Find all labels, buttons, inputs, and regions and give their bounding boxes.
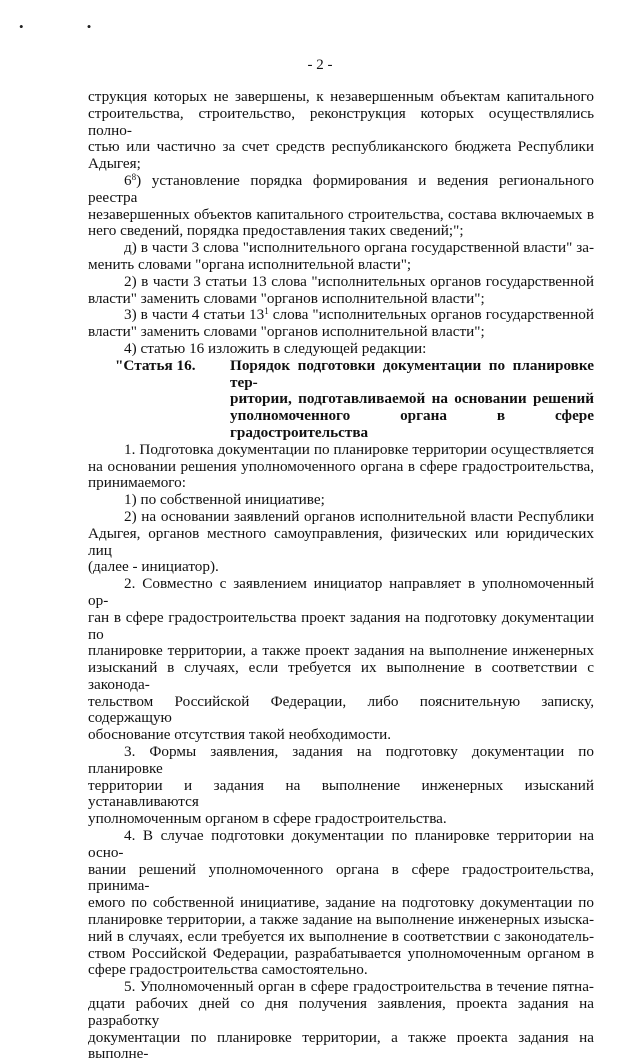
text-line: власти" заменить словами "органов исполнительной власти";: [88, 289, 485, 307]
text-line: принимаемого:: [88, 474, 186, 492]
text-line: ган в сфере градостроительства проект задания на подготовку документации по: [88, 608, 594, 643]
text-line: вании решений уполномоченного органа в сфере градостроительства, принима-: [88, 860, 594, 895]
text-line: территории и задания на выполнение инженерных изысканий устанавливаются: [88, 776, 594, 811]
text-line: незавершенных объектов капитального строительства, состава включаемых в: [88, 205, 594, 223]
text-line: $6^8$) установление порядка формирования и ведения регионального реестра: [88, 171, 594, 206]
text-line: обоснование отсутствия такой необходимости.: [88, 726, 392, 744]
superscript: 8: [131, 171, 137, 182]
article-title-line: ритории, подготавливаемой на основании решений: [230, 390, 594, 408]
text-line: ством Российской Федерации, разрабатывается уполномоченным органом в: [88, 944, 594, 962]
text-line: 5. Уполномоченный орган в сфере градостроительства в течение пятна-: [124, 978, 594, 996]
scan-marks: • •: [19, 19, 122, 34]
text-line: 1) по собственной инициативе;: [124, 491, 325, 509]
text-line: 2. Совместно с заявлением инициатор направляет в уполномоченный ор-: [88, 575, 594, 609]
text-line: изысканий в случаях, если требуется их выполнение в соответствии с законода-: [88, 659, 594, 693]
text-line: (далее - инициатор).: [88, 558, 219, 576]
text-line: 2) в части 3 статьи 13 слова "исполнительных органов государственной: [124, 272, 594, 290]
text-line: менить словами "органа исполнительной власти";: [88, 255, 412, 273]
article-number: "Статья 16.: [115, 356, 196, 374]
text-line: строительства, строительство, реконструкция которых осуществлялись полно-: [88, 104, 594, 139]
text-line: планировке территории, а также задание на выполнение инженерных изыска-: [88, 911, 594, 929]
text-line: емого по собственной инициативе, задание на подготовку документации по: [88, 894, 594, 912]
text-line: 2) на основании заявлений органов исполнительной власти Республики: [124, 507, 594, 525]
text-line: него сведений, порядка предоставления таких сведений;";: [88, 222, 464, 240]
text-line: на основании решения уполномоченного органа в сфере градостроительства,: [88, 457, 594, 475]
text-line: ний в случаях, если требуется их выполнение в соответствии с законодатель-: [88, 927, 594, 945]
text-line: Адыгея;: [88, 155, 141, 173]
document-body: [88, 89, 594, 1063]
article-title: [230, 358, 594, 442]
text-line: тельством Российской Федерации, либо пояснительную записку, содержащую: [88, 692, 594, 727]
text-line: дцати рабочих дней со дня получения заявления, проекта задания на разработку: [88, 995, 594, 1029]
page-number: - 2 -: [307, 57, 333, 73]
text-line: 3) в части 4 статьи $13^1$ слова "исполнительных органов государственной: [124, 306, 594, 324]
text-line: уполномоченным органом в сфере градостроительства.: [88, 810, 447, 828]
text-line: Адыгея, органов местного самоуправления, физических или юридических лиц: [88, 524, 594, 559]
text-line: 1. Подготовка документации по планировке территории осуществляется: [124, 440, 594, 458]
text-line: сфере градостроительства самостоятельно.: [88, 961, 368, 979]
text-line: 4) статью 16 изложить в следующей редакции:: [124, 339, 427, 357]
superscript: 1: [264, 306, 269, 317]
text-line: документации по планировке территории, а также проекта задания на выполне-: [88, 1028, 594, 1063]
text-line: власти" заменить словами "органов исполнительной власти";: [88, 323, 485, 341]
article-title-line: уполномоченного органа в сфере градостроительства: [230, 407, 594, 441]
text-line: д) в части 3 слова "исполнительного органа государственной власти" за-: [124, 239, 594, 257]
text-line: 3. Формы заявления, задания на подготовку документации по планировке: [88, 743, 594, 777]
text-line: струкция которых не завершены, к незавершенным объектам капитального: [88, 88, 594, 105]
article-heading: [88, 358, 594, 442]
text-line: планировке территории, а также проект задания на выполнение инженерных: [88, 642, 594, 660]
article-title-line: Порядок подготовки документации по планировке тер-: [230, 356, 594, 391]
text-line: стью или частично за счет средств республиканского бюджета Республики: [88, 138, 594, 156]
text-line: 4. В случае подготовки документации по планировке территории на осно-: [88, 827, 594, 861]
